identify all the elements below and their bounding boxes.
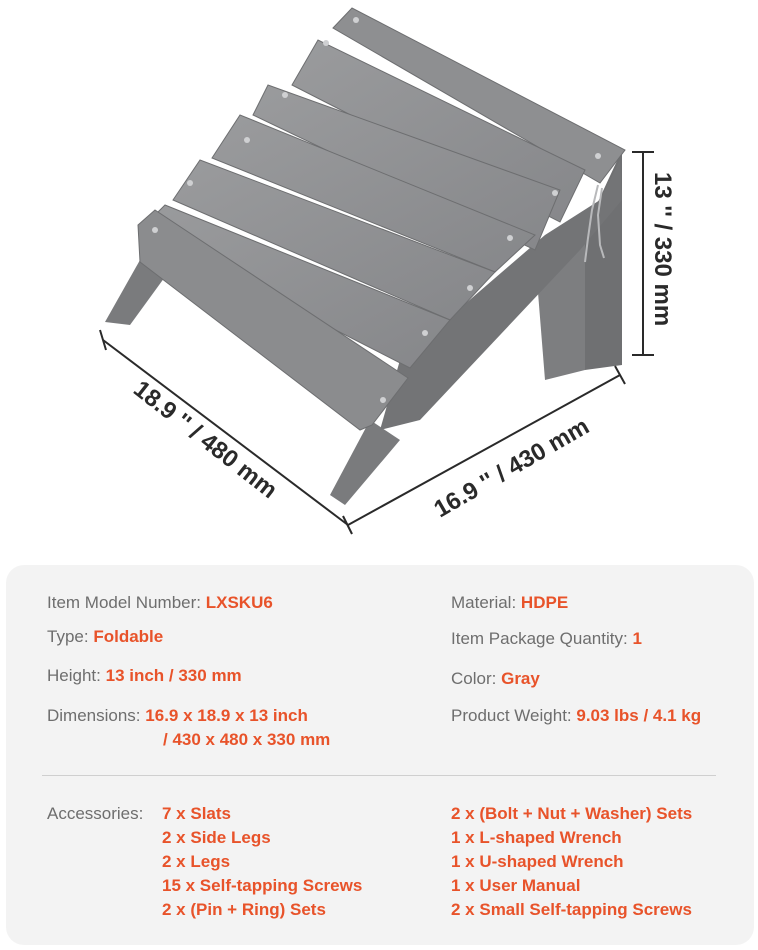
depth-dimension-label: 18.9 '' / 480 mm	[128, 375, 283, 504]
accessories-list-right	[451, 802, 692, 922]
spec-label: Item Package Quantity:	[451, 629, 628, 648]
spec-value: HDPE	[520, 593, 569, 612]
spec-label: Dimensions:	[47, 706, 141, 725]
spec-value: 16.9 x 18.9 x 13 inch	[145, 706, 308, 725]
spec-value: 13 inch / 330 mm	[105, 666, 242, 685]
width-dimension-label: 16.9 '' / 430 mm	[429, 412, 594, 524]
spec-label: Height:	[47, 666, 101, 685]
spec-value: Foldable	[93, 627, 164, 646]
spec-weight	[451, 705, 701, 727]
spec-color	[451, 668, 540, 690]
spec-label: Accessories:	[47, 804, 144, 823]
spec-label: Item Model Number:	[47, 593, 201, 612]
spec-type	[47, 626, 163, 648]
spec-dimensions	[47, 705, 308, 727]
spec-model	[47, 592, 273, 614]
spec-value: 1	[632, 629, 642, 648]
spec-value: LXSKU6	[205, 593, 273, 612]
spec-height	[47, 665, 242, 687]
accessory-item: 15 x Self-tapping Screws	[162, 876, 363, 895]
height-dimension-label: 13 '' / 330 mm	[649, 172, 676, 327]
accessory-item: 2 x (Bolt + Nut + Washer) Sets	[451, 804, 693, 823]
spec-label: Color:	[451, 669, 497, 688]
spec-package-qty	[451, 628, 642, 650]
accessory-item: 1 x L-shaped Wrench	[451, 828, 622, 847]
spec-label: Type:	[47, 627, 89, 646]
spec-material	[451, 592, 568, 614]
accessory-item: 2 x Side Legs	[162, 828, 271, 847]
accessory-item: 1 x U-shaped Wrench	[451, 852, 624, 871]
spec-label: Product Weight:	[451, 706, 572, 725]
accessories-label	[47, 803, 143, 825]
spec-value: Gray	[501, 669, 540, 688]
accessory-item: 2 x (Pin + Ring) Sets	[162, 900, 326, 919]
accessory-item: 2 x Legs	[162, 852, 231, 871]
accessories-list-left	[162, 802, 362, 922]
spec-value: / 430 x 480 x 330 mm	[163, 730, 331, 749]
spec-value: 9.03 lbs / 4.1 kg	[576, 706, 702, 725]
accessory-item: 2 x Small Self-tapping Screws	[451, 900, 692, 919]
spec-dimensions-line2	[163, 729, 330, 751]
accessory-item: 7 x Slats	[162, 804, 231, 823]
spec-divider	[42, 775, 716, 776]
accessory-item: 1 x User Manual	[451, 876, 581, 895]
spec-label: Material:	[451, 593, 517, 612]
